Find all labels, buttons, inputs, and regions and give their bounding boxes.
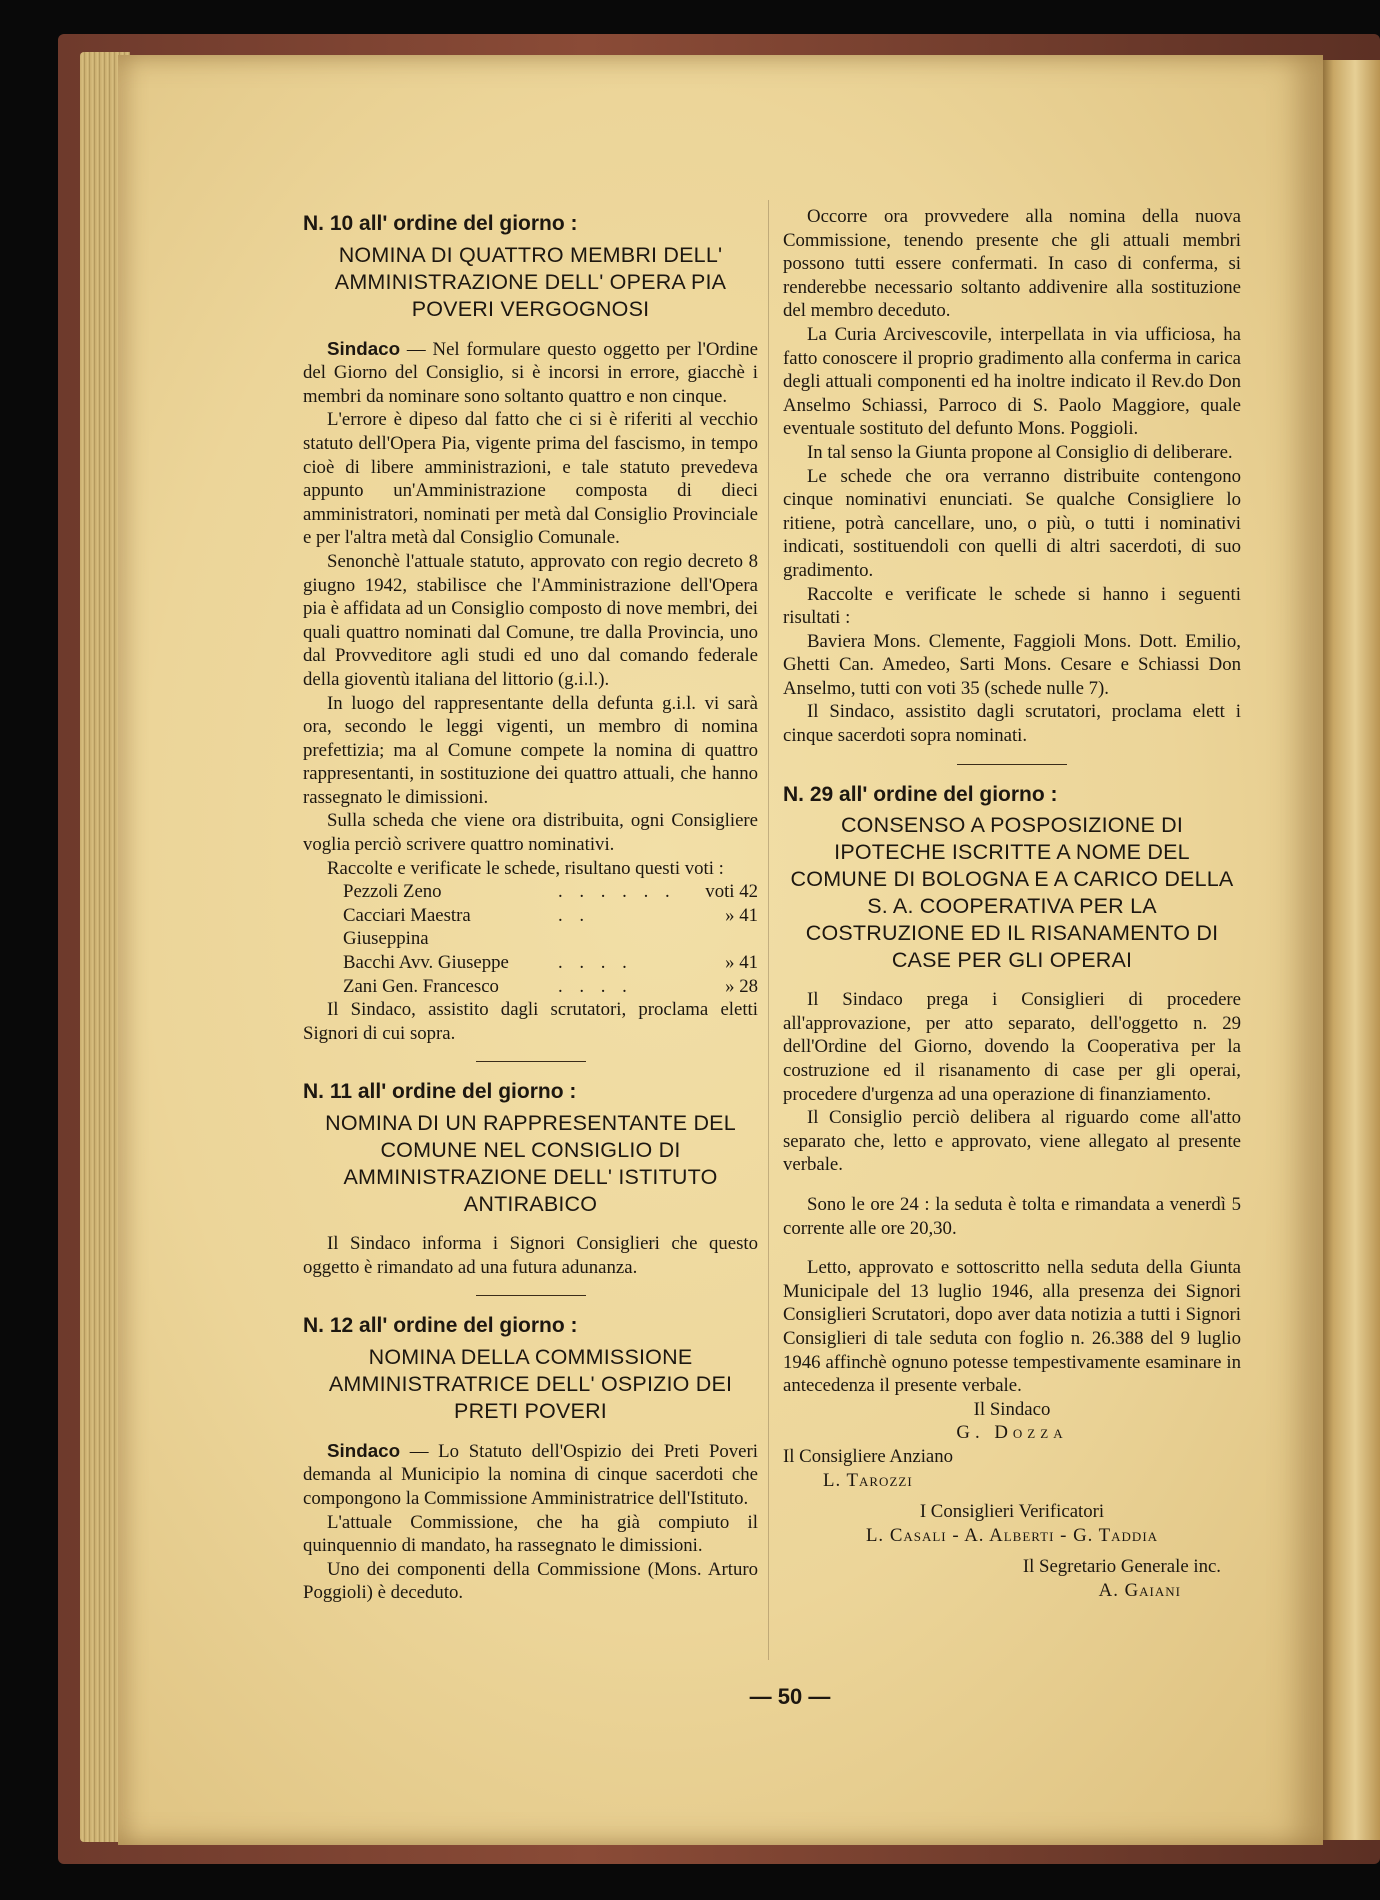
segretario-name: A. Gaiani: [1098, 1579, 1181, 1601]
signature-block: [783, 1398, 1241, 1603]
right-column: [783, 205, 1241, 1603]
agenda-item-12: [303, 1314, 758, 1605]
vote-row: Cacciari Maestra Giuseppina . . » 41: [343, 904, 758, 950]
anziano-name: L. Tarozzi: [823, 1469, 913, 1491]
paragraph: L'attuale Commissione, che ha già compiuto il quinquennio di mandato, ha rassegnato le dimissioni.: [303, 1511, 758, 1557]
item-title: CONSENSO A POSPOSIZIONE DI IPOTECHE ISCRITTE A NOME DEL COMUNE DI BOLOGNA E A CARICO DELLA S. A. COOPERATIVA PER LA COSTRUZIONE ED IL RISANAMENTO DI CASE PER GLI OPERAI: [790, 813, 1234, 973]
item-heading: N. 29 all' ordine del giorno :: [783, 782, 1058, 806]
left-column: [303, 200, 758, 1605]
section-divider: [476, 1061, 586, 1062]
item-title: NOMINA DI UN RAPPRESENTANTE DEL COMUNE NEL CONSIGLIO DI AMMINISTRAZIONE DELL' ISTITUTO ANTIRABICO: [325, 1111, 736, 1216]
speaker-label: Sindaco: [327, 1439, 401, 1461]
paragraph: Raccolte e verificate le schede, risultano questi voti :: [327, 857, 724, 879]
sindaco-name: G. Dozza: [956, 1422, 1068, 1444]
paragraph: Senonchè l'attuale statuto, approvato con regio decreto 8 giugno 1942, stabilisce che l'Amministrazione dell'Opera pia è affidata ad un Consiglio composto di nove membri, dei quali quattro nominati dal Comune, tre dalla Provincia, uno dal Provveditore agli studi ed uno dal comando federale della gioventù italiana del littorio (g.i.l.).: [303, 550, 759, 690]
item-heading: N. 10 all' ordine del giorno :: [303, 212, 578, 235]
paragraph: La Curia Arcivescovile, interpellata in via ufficiosa, ha fatto conoscere il proprio gradimento alla conferma in carica degli attuali componenti ed ha inoltre indicato il Rev.do Don Anselmo Schiassi, Parroco di S. Paolo Maggiore, quale eventuale sostituto del defunto Mons. Poggioli.: [783, 323, 1241, 440]
anziano-label: Il Consigliere Anziano: [783, 1445, 954, 1467]
paragraph: L'errore è dipeso dal fatto che ci si è riferiti al vecchio statuto dell'Opera Pia, vigente prima del fascismo, in tempo cioè di libere amministrazioni, e tale statuto prevedeva appunto un'Amministrazione composta di dieci amministratori, nominati per metà dal Consiglio Provinciale e per l'altra metà dal Consiglio Comunale.: [303, 409, 758, 549]
section-divider: [957, 764, 1067, 765]
item-heading: N. 11 all' ordine del giorno :: [303, 1080, 577, 1104]
vote-row: Pezzoli Zeno . . . . . . voti 42: [343, 881, 758, 903]
vote-list: [303, 880, 758, 998]
vote-row: Bacchi Avv. Giuseppe . . . . » 41: [343, 952, 758, 974]
agenda-item-11: [303, 1080, 758, 1279]
column-divider: [768, 200, 769, 1660]
paragraph: Occorre ora provvedere alla nomina della nuova Commissione, tenendo presente che gli attuali membri possono tutti essere confermati. In caso di conferma, si renderebbe necessario soltanto addivenire alla sostituzione del membro deceduto.: [783, 206, 1241, 322]
speaker-label: Sindaco: [327, 337, 401, 359]
book-gutter: [1318, 60, 1380, 1840]
sindaco-label: Il Sindaco: [973, 1398, 1051, 1420]
paragraph: Raccolte e verificate le schede si hanno i seguenti risultati :: [783, 583, 1241, 629]
paragraph: Baviera Mons. Clemente, Faggioli Mons. Dott. Emilio, Ghetti Can. Amedeo, Sarti Mons. Cesare e Schiassi Don Anselmo, tutti con voti 35 (schede nulle 7).: [783, 630, 1241, 699]
paragraph: Uno dei componenti della Commissione (Mons. Arturo Poggioli) è deceduto.: [303, 1558, 758, 1604]
agenda-item-29: [783, 783, 1241, 1398]
paragraph: Le schede che ora verranno distribuite contengono cinque nominativi enunciati. Se qualche Consigliere lo ritiene, potrà cancellare, uno, o più, o tutti i nominativi indicati, sostituendoli con quelli di altri sacerdoti, di suo gradimento.: [783, 465, 1241, 581]
paragraph: Letto, approvato e sottoscritto nella seduta della Giunta Municipale del 13 luglio 1946, alla presenza dei Signori Consiglieri Scrutatori, dopo aver data notizia a tutti i Signori Consiglieri di tale seduta con foglio n. 26.388 del 9 luglio 1946 affinchè ognuno potesse tempestivamente esaminare in antecedenza il presente verbale.: [783, 1257, 1241, 1397]
item-title: NOMINA DI QUATTRO MEMBRI DELL' AMMINISTRAZIONE DELL' OPERA PIA POVERI VERGOGNOSI: [334, 242, 727, 321]
paragraph: Il Consiglio perciò delibera al riguardo come all'atto separato che, letto e approvato, viene allegato al presente verbale.: [783, 1107, 1241, 1176]
item-title: NOMINA DELLA COMMISSIONE AMMINISTRATRICE DELL' OSPIZIO DEI PRETI POVERI: [328, 1344, 733, 1423]
vote-row: Zani Gen. Francesco . . . . » 28: [343, 975, 758, 997]
paragraph: Sindaco — Nel formulare questo oggetto per l'Ordine del Giorno del Consiglio, si è incorsi in errore, giacchè i membri da nominare sono soltanto quattro e non cinque.: [303, 337, 758, 407]
verificatori-label: I Consiglieri Verificatori: [919, 1501, 1105, 1523]
paragraph: In tal senso la Giunta propone al Consiglio di deliberare.: [807, 441, 1233, 463]
agenda-item-10: [303, 212, 758, 1045]
agenda-item-12-continued: [783, 205, 1241, 748]
section-divider: [476, 1295, 586, 1296]
verificatori-names: L. Casali - A. Alberti - G. Taddia: [865, 1524, 1159, 1546]
paragraph: Il Sindaco prega i Consiglieri di procedere all'approvazione, per atto separato, dell'oggetto n. 29 dell'Ordine del Giorno, dovendo la Cooperativa per la costruzione ed il risanamento di case per gli operai, procedere d'urgenza ad una operazione di finanziamento.: [783, 989, 1241, 1105]
paragraph: In luogo del rappresentante della defunta g.i.l. vi sarà ora, secondo le leggi vigenti, un membro di nomina prefettizia; ma al Comune compete la nomina di quattro rappresentanti, in sostituzione dei quattro attuali, che hanno rassegnato le dimissioni.: [303, 692, 758, 808]
page-number: — 50 —: [749, 1684, 831, 1709]
segretario-label: Il Segretario Generale inc.: [1022, 1556, 1221, 1578]
paragraph: Sulla scheda che viene ora distribuita, ogni Consigliere voglia perciò scrivere quattro nominativi.: [303, 810, 758, 856]
paragraph: Il Sindaco, assistito dagli scrutatori, proclama eletti Signori di cui sopra.: [303, 999, 758, 1044]
paragraph: Sindaco — Lo Statuto dell'Ospizio dei Preti Poveri demanda al Municipio la nomina di cinque sacerdoti che compongono la Commissione Amministratrice dell'Istituto.: [303, 1439, 758, 1509]
paragraph: Il Sindaco informa i Signori Consiglieri che questo oggetto è rimandato ad una futura adunanza.: [303, 1233, 758, 1278]
item-heading: N. 12 all' ordine del giorno :: [303, 1314, 578, 1338]
paragraph: Sono le ore 24 : la seduta è tolta e rimandata a venerdì 5 corrente alle ore 20,30.: [783, 1194, 1241, 1239]
paragraph: Il Sindaco, assistito dagli scrutatori, proclama elett i cinque sacerdoti sopra nominati.: [783, 701, 1241, 747]
